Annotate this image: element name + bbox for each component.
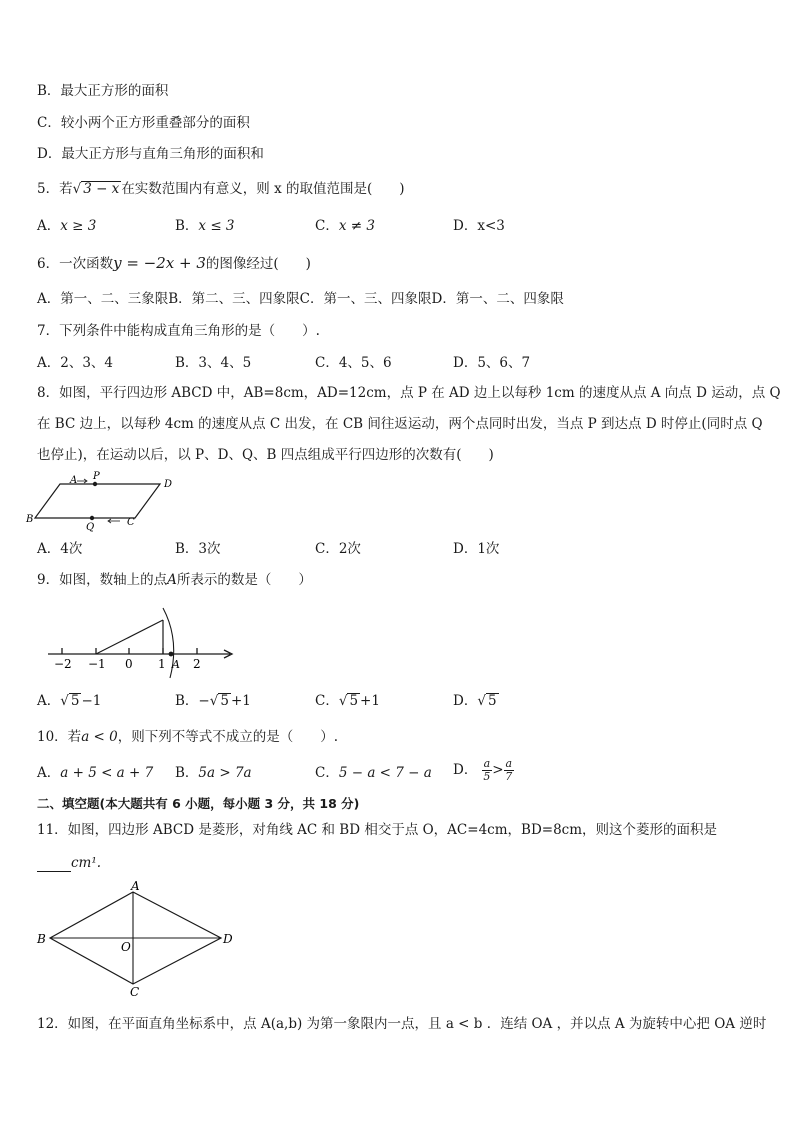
question-10-stem: 10．若a < 0，则下列不等式不成立的是（ ）. [37, 729, 339, 745]
tick-label-2: 2 [193, 657, 201, 671]
axis-point-label: A [172, 658, 180, 671]
question-9-option-a: A．√ 5 −1 [37, 693, 102, 709]
question-8-option-a: A．4次 [37, 541, 83, 557]
question-5-option-b: B．x ≤ 3 [175, 218, 235, 234]
number-line-figure [40, 600, 240, 680]
question-7-option-d: D．5、6、7 [453, 355, 531, 371]
question-9-stem: 9．如图，数轴上的点A所表示的数是（ ） [37, 572, 312, 588]
question-8-option-c: C．2次 [315, 541, 361, 557]
question-12-line-1: 12．如图，在平面直角坐标系中，点 A(a,b) 为第一象限内一点，且 a < b ．连结 OA ，并以点 A 为旋转中心把 OA 逆时 [37, 1016, 767, 1032]
question-7-stem: 7．下列条件中能构成直角三角形的是（ ）. [37, 323, 320, 339]
question-10-option-c: C．5 − a < 7 − a [315, 765, 432, 781]
question-6-stem: 6．一次函数y = −2x + 3的图像经过( ) [37, 254, 311, 272]
tick-label-minus-1: −1 [88, 657, 106, 671]
prev-option-b: B．最大正方形的面积 [37, 83, 169, 99]
rhombus-figure [35, 880, 245, 1000]
question-8-line-3: 也停止)，在运动以后，以 P、D、Q、B 四点组成平行四边形的次数有( ) [37, 447, 494, 463]
point-q-dot [90, 516, 94, 520]
linear-function: y = −2x + 3 [113, 254, 206, 272]
question-6-options: A．第一、二、三象限B．第二、三、四象限C．第一、三、四象限D．第一、二、四象限 [37, 291, 564, 307]
question-7-option-a: A．2、3、4 [37, 355, 114, 371]
question-9-option-c: C．√ 5 +1 [315, 693, 380, 709]
label-q: Q [86, 522, 95, 533]
tick-label-0: 0 [125, 657, 133, 671]
label-c: C [127, 517, 135, 528]
label-a: A [70, 475, 78, 486]
question-7-option-b: B．3、4、5 [175, 355, 252, 371]
parallelogram-shape [35, 484, 160, 518]
section-2-heading: 二、填空题(本大题共有 6 小题，每小题 3 分，共 18 分) [37, 796, 360, 811]
parallelogram-figure [26, 470, 190, 533]
label-c: C [130, 985, 140, 999]
question-9-option-d: D．√ 5 [453, 693, 497, 709]
label-d: D [223, 932, 233, 946]
answer-blank[interactable] [37, 857, 71, 872]
question-7-option-c: C．4、5、6 [315, 355, 392, 371]
question-5-option-c: C．x ≠ 3 [315, 218, 375, 234]
question-5-stem: 5．若√ 3 − x 在实数范围内有意义，则 x 的取值范围是( ) [37, 181, 405, 197]
question-8-line-2: 在 BC 边上，以每秒 4cm 的速度从点 C 出发，在 CB 间往返运动，两个点同时出发，当点 P 到达点 D 时停止(同时点 Q [37, 416, 763, 432]
question-11-line-2: cm¹. [37, 854, 101, 872]
question-10-option-a: A．a + 5 < a + 7 [37, 765, 154, 781]
point-a-dot [169, 652, 174, 657]
prev-option-c: C．较小两个正方形重叠部分的面积 [37, 115, 250, 131]
question-8-option-b: B．3次 [175, 541, 221, 557]
tick-label-minus-2: −2 [54, 657, 72, 671]
label-b: B [26, 514, 34, 525]
label-a: A [131, 879, 140, 893]
label-b: B [37, 932, 46, 946]
question-8-option-d: D．1次 [453, 541, 500, 557]
tick-label-1: 1 [158, 657, 166, 671]
label-o: O [121, 940, 131, 954]
question-10-option-b: B．5a > 7a [175, 765, 252, 781]
question-8-line-1: 8．如图，平行四边形 ABCD 中，AB=8cm，AD=12cm，点 P 在 AD 边上以每秒 1cm 的速度从点 A 向点 D 运动，点 Q [37, 385, 781, 401]
label-d: D [164, 479, 173, 490]
label-p: P [93, 471, 100, 482]
question-5-option-a: A．x ≥ 3 [37, 218, 97, 234]
question-11-line-1: 11．如图，四边形 ABCD 是菱形，对角线 AC 和 BD 相交于点 O，AC=4cm，BD=8cm，则这个菱形的面积是 [37, 822, 718, 838]
question-9-option-b: B．−√ 5 +1 [175, 693, 251, 709]
sqrt-symbol: √ [72, 181, 82, 197]
question-5-option-d: D．x<3 [453, 218, 505, 234]
point-p-dot [93, 482, 97, 486]
question-10-option-d: D． $\frac{a}{5}$ > $\frac{a}{7}$ [453, 757, 513, 783]
radicand: 3 − x [83, 181, 120, 197]
prev-option-d: D．最大正方形与直角三角形的面积和 [37, 146, 264, 162]
